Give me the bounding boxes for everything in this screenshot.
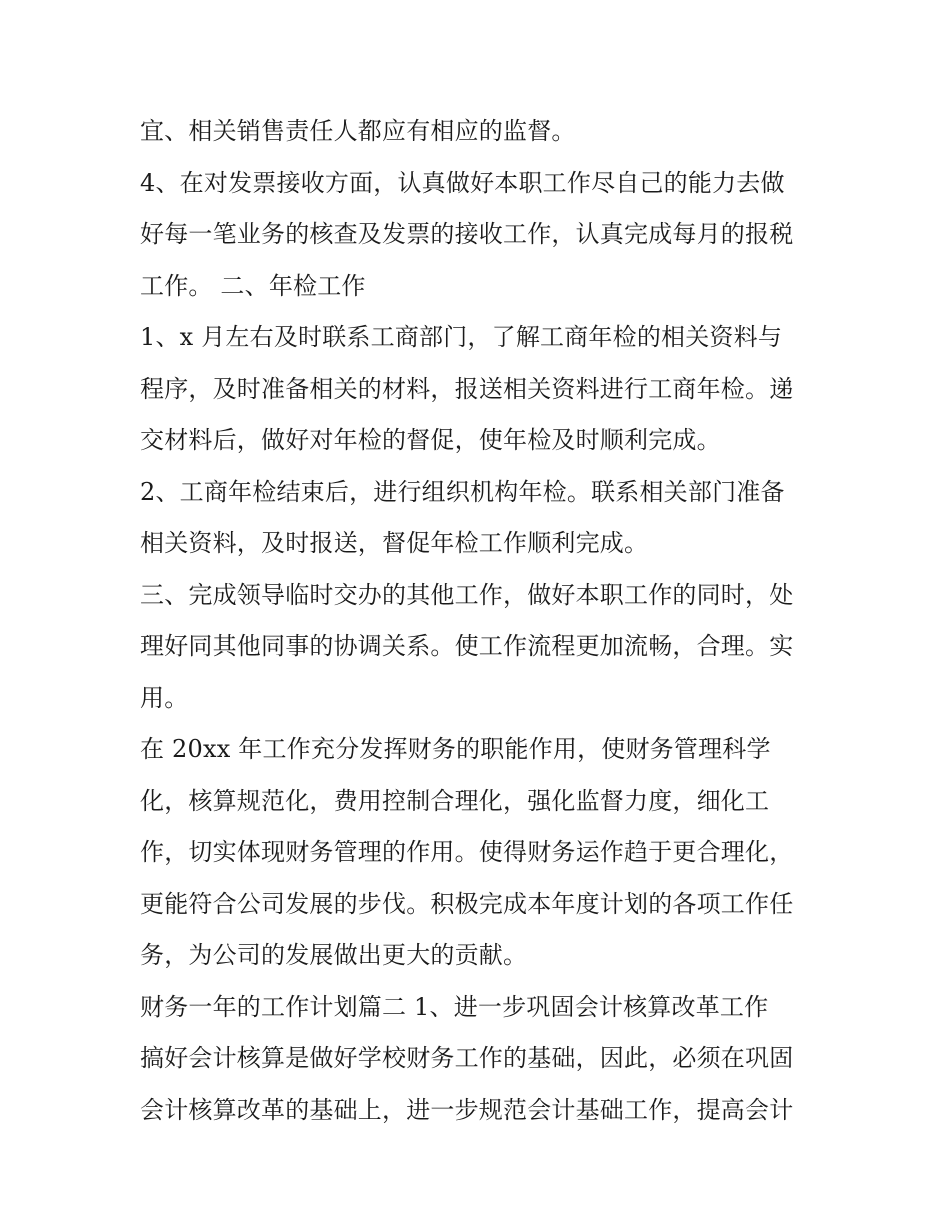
text-line: 1、x 月左右及时联系工商部门，了解工商年检的相关资料与 — [140, 323, 783, 351]
text-line: 会计核算改革的基础上，进一步规范会计基础工作，提高会计 — [140, 1095, 794, 1124]
text-line: 理好同其他同事的协调关系。使工作流程更加流畅，合理。实 — [140, 632, 794, 660]
text-line: 作，切实体现财务管理的作用。使得财务运作趋于更合理化， — [140, 838, 794, 866]
document-body — [140, 106, 830, 1136]
text-line: 在 20xx 年工作充分发挥财务的职能作用，使财务管理科学 — [140, 735, 771, 763]
text-line: 更能符合公司发展的步伐。积极完成本年度计划的各项工作任 — [140, 889, 794, 918]
text-line: 搞好会计核算是做好学校财务工作的基础，因此，必须在巩固 — [140, 1044, 794, 1072]
text-line: 好每一笔业务的核查及发票的接收工作，认真完成每月的报税 — [140, 220, 794, 248]
text-line: 宜、相关销售责任人都应有相应的监督。 — [140, 117, 576, 145]
text-line: 工作。 二、年检工作 — [140, 271, 366, 300]
text-line: 相关资料，及时报送，督促年检工作顺利完成。 — [140, 529, 649, 557]
text-line: 程序，及时准备相关的材料，报送相关资料进行工商年检。递 — [140, 374, 794, 403]
text-line: 三、完成领导临时交办的其他工作，做好本职工作的同时，处 — [140, 580, 794, 609]
text-line: 化，核算规范化，费用控制合理化，强化监督力度，细化工 — [140, 786, 770, 815]
text-line: 4、在对发票接收方面，认真做好本职工作尽自己的能力去做 — [140, 168, 785, 197]
text-line: 2、工商年检结束后，进行组织机构年检。联系相关部门准备 — [140, 477, 785, 506]
text-line: 财务一年的工作计划篇二 1、进一步巩固会计核算改革工作 — [140, 992, 769, 1021]
text-line: 交材料后，做好对年检的督促，使年检及时顺利完成。 — [140, 426, 721, 454]
text-line: 用。 — [140, 683, 189, 712]
text-line: 务，为公司的发展做出更大的贡献。 — [140, 941, 528, 969]
